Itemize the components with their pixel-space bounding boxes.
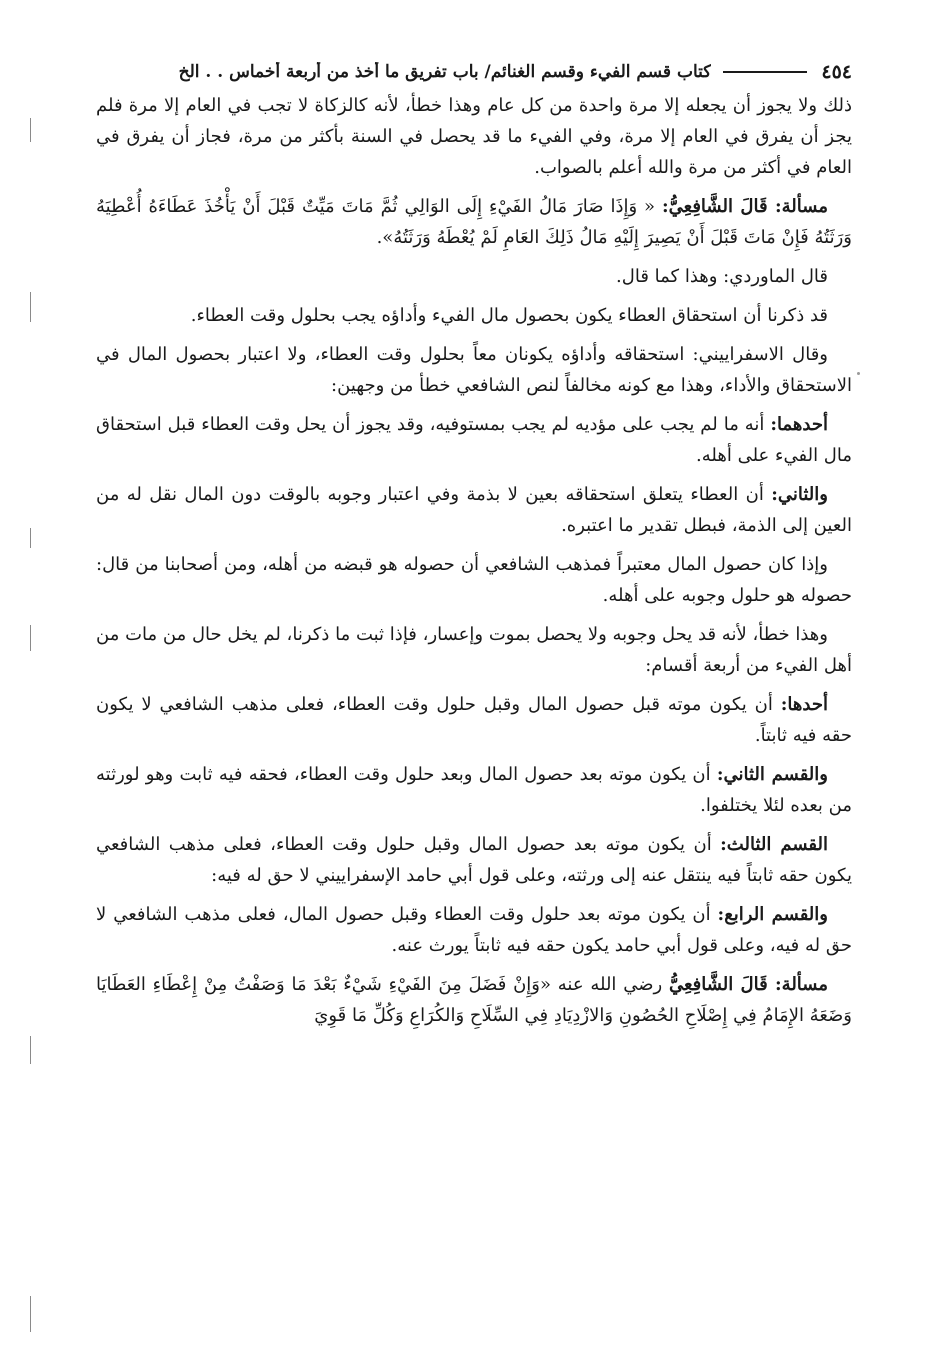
paragraph-text: قد ذكرنا أن استحقاق العطاء يكون بحصول مال الفيء وأداؤه يجب بحلول وقت العطاء.: [190, 305, 828, 326]
margin-speck: [857, 372, 860, 375]
paragraph-text: رضي الله عنه «وَإِنْ فَضَلَ مِنَ الفَيْءِ شَيْءٌ بَعْدَ مَا وَصَفْتُ مِنْ إِعْطَاءِ العَطَايَا وَضَعَهُ الإِمَامُ فِي إِصْلَاحِ الحُصُونِ وَالازْدِيَادِ فِي السِّلَاحِ وَالكُرَاعِ وَكُلِّ مَا قَوِيَ: [96, 974, 852, 1026]
paragraph-text: أن يكون موته بعد حصول المال وقبل حلول وقت العطاء، فعلى مذهب الشافعي يكون حقه ثابتاً فيه ينتقل عنه إلى ورثته، وعلى قول أبي حامد الإسفراييني لا حق له فيه:: [96, 834, 852, 886]
paragraph-lead: مسألة: قَالَ الشَّافِعِيُّ:: [661, 196, 828, 217]
paragraph: [96, 300, 852, 331]
paragraph-text: وقال الاسفراييني: استحقاقه وأداؤه يكونان معاً بحلول وقت العطاء، ولا اعتبار بحصول المال في الاستحقاق والأداء، وهذا مع كونه مخالفاً لنص الشافعي خطأ من وجهين:: [96, 344, 852, 396]
paragraph-lead: مسألة: قَالَ الشَّافِعِيُّ: [668, 974, 828, 995]
paragraph-lead: والثاني:: [771, 484, 828, 505]
margin-scan-line: [30, 292, 31, 322]
paragraph: [96, 191, 852, 253]
paragraph: [96, 829, 852, 891]
paragraph: [96, 479, 852, 541]
paragraph-text: أن يكون موته قبل حصول المال وقبل حلول وقت العطاء، فعلى مذهب الشافعي لا يكون حقه فيه ثابتاً.: [96, 694, 852, 746]
paragraph: [96, 619, 852, 681]
paragraph: [96, 90, 852, 183]
paragraph-text: أن العطاء يتعلق استحقاقه بعين لا بذمة وفي اعتبار وجوبه بالوقت دون المال نقل له من العين إلى الذمة، فبطل تقدير ما اعتبره.: [96, 484, 852, 536]
paragraph: [96, 969, 852, 1031]
body-text: [96, 90, 852, 1031]
page-number: ٤٥٤: [821, 61, 852, 83]
paragraph-text: وإذا كان حصول المال معتبراً فمذهب الشافعي أن حصوله هو قبضه من أهله، ومن أصحابنا من قال: حصوله هو حلول وجوبه على أهله.: [96, 554, 852, 606]
paragraph: [96, 759, 852, 821]
paragraph-text: أنه ما لم يجب على مؤديه لم يجب بمستوفيه، وقد يجوز أن يحل وقت العطاء قبل استحقاق مال الفيء على أهله.: [96, 414, 852, 466]
paragraph-lead: القسم الثالث:: [720, 834, 828, 855]
paragraph-text: ذلك ولا يجوز أن يجعله إلا مرة واحدة من كل عام وهذا خطأ، لأنه كالزكاة لا تجب في العام إلا مرة فلم يجز أن يفرق في العام إلا مرة، وفي الفيء ما قد يحصل في السنة بأكثر من مرة، فجاز أن يفرق في العام في أكثر من مرة والله أعلم بالصواب.: [96, 95, 852, 178]
header-rule: [723, 71, 807, 73]
paragraph-text: قال الماوردي: وهذا كما قال.: [616, 266, 828, 287]
paragraph-lead: أحدهما:: [770, 414, 828, 435]
book-page: [96, 54, 852, 1039]
paragraph: [96, 899, 852, 961]
paragraph: [96, 261, 852, 292]
margin-scan-line: [30, 1296, 31, 1332]
margin-scan-line: [30, 625, 31, 651]
paragraph: [96, 689, 852, 751]
running-title: كتاب قسم الفيء وقسم الغنائم/ باب تفريق ما أخذ من أربعة أخماس . . الخ: [178, 62, 712, 82]
margin-scan-line: [30, 1036, 31, 1064]
paragraph-lead: والقسم الرابع:: [717, 904, 828, 925]
margin-scan-line: [30, 118, 31, 142]
paragraph-text: أن يكون موته بعد حلول وقت العطاء وقبل حصول المال، فعلى مذهب الشافعي لا حق له فيه، وعلى قول أبي حامد يكون حقه فيه ثابتاً يورث عنه.: [96, 904, 852, 956]
paragraph-lead: والقسم الثاني:: [716, 764, 828, 785]
margin-scan-line: [30, 528, 31, 548]
paragraph-text: أن يكون موته بعد حصول المال وبعد حلول وقت العطاء، فحقه فيه ثابت وهو لورثته من بعده لئلا يختلفوا.: [96, 764, 852, 816]
paragraph-text: وهذا خطأ، لأنه قد يحل وجوبه ولا يحصل بموت وإعسار، فإذا ثبت ما ذكرنا، لم يخل حال من مات من أهل الفيء من أربعة أقسام:: [96, 624, 852, 676]
paragraph-lead: أحدها:: [780, 694, 828, 715]
paragraph-text: « وَإِذَا صَارَ مَالُ الفَيْءِ إِلَى الوَالِي ثُمَّ مَاتَ مَيِّتٌ قَبْلَ أَنْ يَأْخُذَ عَطَاءَهُ أُعْطِيَهُ وَرَثَتُهُ فَإِنْ مَاتَ قَبْلَ أَنْ يَصِيرَ إِلَيْهِ مَالُ ذَلِكَ العَامِ لَمْ يُعْطَهُ وَرَثَتُهُ».: [96, 196, 852, 248]
paragraph: [96, 339, 852, 401]
page-header: [96, 54, 852, 90]
paragraph: [96, 409, 852, 471]
paragraph: [96, 549, 852, 611]
